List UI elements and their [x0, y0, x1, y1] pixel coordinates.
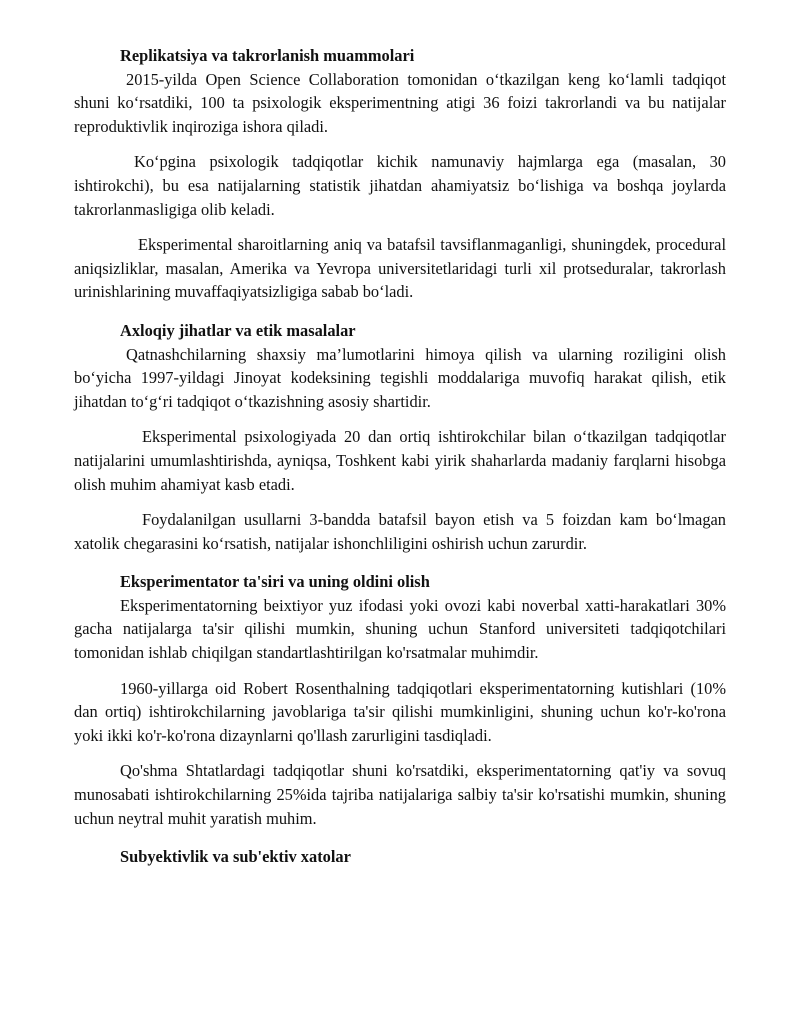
paragraph: Eksperimentatorning beixtiyor yuz ifodasi yoki ovozi kabi noverbal xatti-harakatlari 30% gacha natijalarga ta'sir qilishi mumkin, shuning uchun Stanford universiteti tadqiqotchilari tomonidan ishlab chiqilgan standartlashtirilgan ko'rsatmalar muhimdir. — [74, 595, 726, 663]
paragraph: Ko‘pgina psixologik tadqiqotlar kichik namunaviy hajmlarga ega (masalan, 30 ishtirokchi), bu esa natijalarning statistik jihatdan ahamiyatsiz bo‘lishiga va boshqa joylarda takrorlanmasligiga olib keladi. — [74, 152, 726, 219]
paragraph: Qatnashchilarning shaxsiy ma’lumotlarini himoya qilish va ularning roziligini olish bo‘yicha 1997-yildagi Jinoyat kodeksining tegishli moddalariga muvofiq harakat qilish, etik jihatdan to‘g‘ri tadqiqot o‘tkazishning asosiy shartidir. — [74, 344, 726, 411]
section-heading-experimenter-effect: Eksperimentator ta'siri va uning oldini olish — [120, 572, 430, 592]
paragraph: Eksperimental sharoitlarning aniq va batafsil tavsiflanmaganligi, shuningdek, procedural aniqsizliklar, masalan, Amerika va Yevropa universitetlaridagi turli xil protseduralar, takrorlash urinishlarining muvaffaqiyatsizligiga sabab bo‘ladi. — [74, 235, 726, 302]
paragraph: Eksperimental psixologiyada 20 dan ortiq ishtirokchilar bilan o‘tkazilgan tadqiqotlar natijalarini umumlashtirishda, ayniqsa, Toshkent kabi yirik shaharlarda madaniy farqlarni hisobga olish muhim ahamiyat kasb etadi. — [74, 427, 726, 494]
paragraph: 1960-yillarga oid Robert Rosenthalning tadqiqotlari eksperimentatorning kutishlari (10% dan ortiq) ishtirokchilarning javoblariga ta'sir qilishi mumkinligini, shuning uchun ko'r-ko'rona yoki ikki ko'r-ko'rona dizaynlarni qo'llash zarurligini tasdiqladi. — [74, 678, 726, 745]
section-heading-ethics: Axloqiy jihatlar va etik masalalar — [120, 320, 356, 340]
section-heading-subjectivity: Subyektivlik va sub'ektiv xatolar — [120, 847, 351, 867]
section-heading-replication: Replikatsiya va takrorlanish muammolari — [120, 46, 415, 65]
paragraph: Qo'shma Shtatlardagi tadqiqotlar shuni ko'rsatdiki, eksperimentatorning qat'iy va sovuq munosabati ishtirokchilarning 25%ida tajriba natijalariga salbiy ta'sir ko'rsatishi mumkin, shuning uchun neytral muhit yaratish muhim. — [74, 761, 726, 828]
paragraph: Foydalanilgan usullarni 3-bandda batafsil bayon etish va 5 foizdan kam bo‘lmagan xatolik chegarasini ko‘rsatish, natijalar ishonchliligini oshirish uchun zarurdir. — [74, 510, 726, 553]
document-page — [74, 44, 726, 869]
paragraph: 2015-yilda Open Science Collaboration tomonidan o‘tkazilgan keng ko‘lamli tadqiqot shuni ko‘rsatdiki, 100 ta psixologik eksperimentning atigi 36 foizi takrorlandi va bu natijalar reproduktivlik inqiroziga ishora qiladi. — [74, 69, 726, 136]
